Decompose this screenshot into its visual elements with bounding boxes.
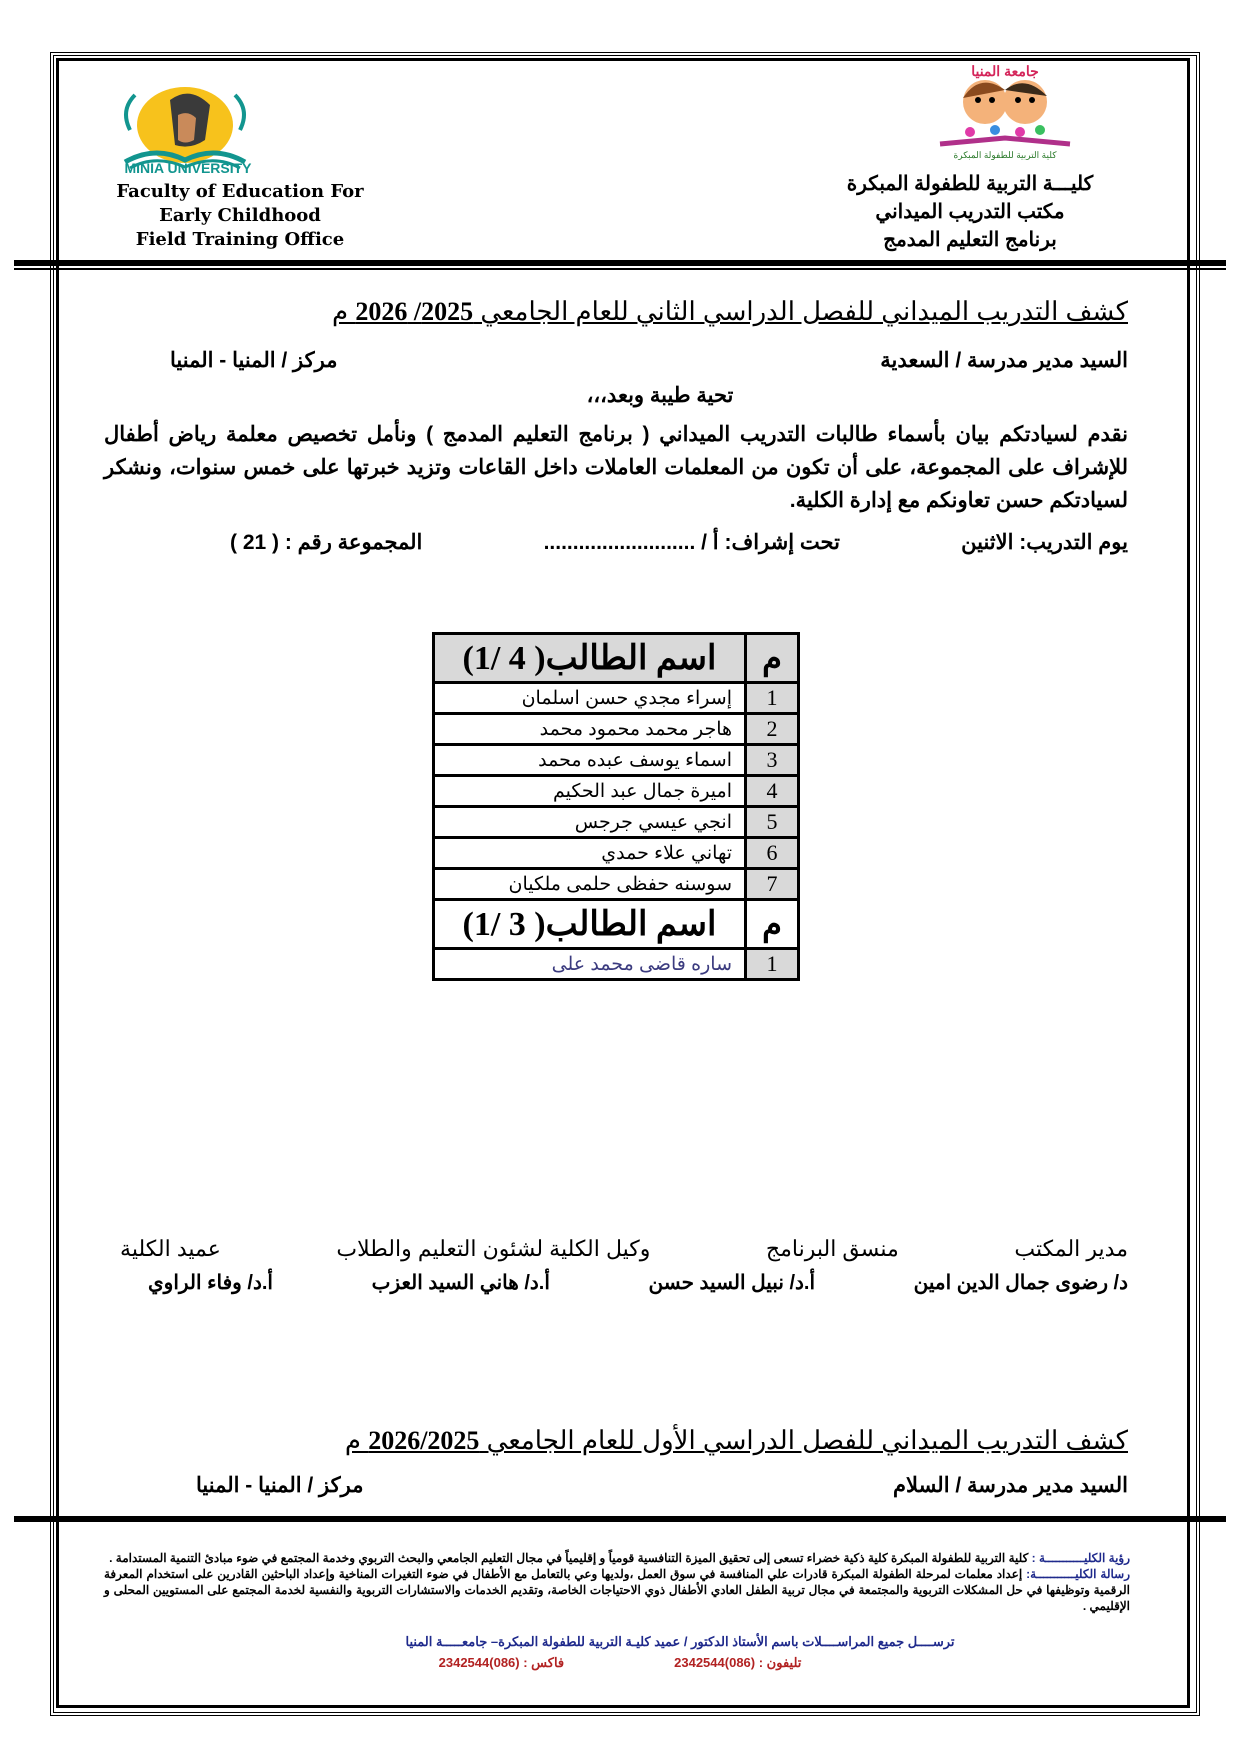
supervisor-field: تحت إشراف: أ / .......................... bbox=[543, 531, 840, 554]
table-row bbox=[434, 949, 799, 980]
program-coordinator-name: أ.د/ نبيل السيد حسن bbox=[648, 1272, 816, 1294]
student-name: ساره قاضى محمد على bbox=[434, 949, 746, 980]
program-coordinator-title: منسق البرنامج bbox=[765, 1236, 899, 1261]
school-name: السيد مدير مدرسة / السلام bbox=[893, 1474, 1128, 1497]
vision-block bbox=[104, 1550, 1130, 1566]
faculty-line: Faculty of Education For bbox=[116, 181, 364, 202]
header-divider-thin bbox=[14, 268, 1226, 270]
contact-line bbox=[0, 1655, 1240, 1671]
phone-number: تليفون : (086)2342544 bbox=[674, 1655, 802, 1670]
student-name: اسماء يوسف عبده محمد bbox=[434, 745, 746, 776]
svg-text:كلية التربية للطفولة المبكرة: كلية التربية للطفولة المبكرة bbox=[953, 150, 1057, 160]
column-header-number: م bbox=[746, 634, 799, 683]
mission-text: إعداد معلمات لمرحلة الطفولة المبكرة قادرات علي المنافسة في سوق العمل ،ولديها وعي بالتعامل مع الأطفال في ضوء التغيرات المناخية وإعداد الباحثين القادرين على استخدام المعرفة الرقمية وتوظيفها في حل المشكلات التربوية والمجتمعة في مجال تربية الطفل العادي الأطفال ذوي الاحتياجات الخاصة، وتقديم الخدمات والاستشارات التربوية والنفسية لخدمة المجتمع على المستويين المحلى و الإقليمي . bbox=[104, 1567, 1130, 1613]
student-name: سوسنه حفظى حلمى ملكيان bbox=[434, 869, 746, 900]
district-name: مركز / المنيا - المنيا bbox=[170, 349, 338, 372]
signature-titles bbox=[120, 1236, 1128, 1262]
row-number: 5 bbox=[746, 807, 799, 838]
academic-year: 2025/ 2026 bbox=[355, 297, 474, 326]
mission-block bbox=[104, 1566, 1130, 1614]
students-table bbox=[432, 632, 800, 981]
table-row bbox=[434, 807, 799, 838]
mission-label: رسالة الكليـــــــــــة: bbox=[1026, 1567, 1130, 1581]
footer-vision-mission bbox=[104, 1550, 1130, 1614]
header-divider bbox=[14, 260, 1226, 266]
student-name: اميرة جمال عبد الحكيم bbox=[434, 776, 746, 807]
table-row bbox=[434, 869, 799, 900]
sheet-title: كشف التدريب الميداني للفصل الدراسي الثاني للعام الجامعي 2025/ 2026 م bbox=[332, 296, 1128, 326]
table-row bbox=[434, 683, 799, 714]
row-number: 1 bbox=[746, 949, 799, 980]
district-name: مركز / المنيا - المنيا bbox=[196, 1474, 364, 1497]
faculty-children-logo bbox=[920, 60, 1090, 160]
table-row bbox=[434, 838, 799, 869]
faculty-name-arabic bbox=[810, 170, 1130, 254]
footer-divider bbox=[14, 1516, 1226, 1522]
office-line: مكتب التدريب الميداني bbox=[875, 201, 1065, 223]
addressee-line bbox=[170, 348, 1128, 373]
row-number: 4 bbox=[746, 776, 799, 807]
table-row bbox=[434, 745, 799, 776]
student-name: إسراء مجدي حسن اسلمان bbox=[434, 683, 746, 714]
office-manager-title: مدير المكتب bbox=[1014, 1236, 1128, 1261]
student-name: هاجر محمد محمود محمد bbox=[434, 714, 746, 745]
addressee-line-second bbox=[196, 1473, 1128, 1498]
row-number: 2 bbox=[746, 714, 799, 745]
request-paragraph: نقدم لسيادتكم بيان بأسماء طالبات التدريب الميداني ( برنامج التعليم المدمج ) ونأمل تخصيص معلمة رياض أطفال للإشراف على المجموعة، على أن تكون من المعلمات العاملات داخل القاعات وتزيد خبرتها على خمس سنوات، ونشكر لسيادتكم حسن تعاونكم مع إدارة الكلية. bbox=[104, 423, 1128, 512]
academic-year: 2026/2025 bbox=[368, 1426, 480, 1455]
office-manager-name: د/ رضوى جمال الدين امين bbox=[913, 1272, 1128, 1294]
column-header-student-name: اسم الطالب( 3 /1) bbox=[434, 900, 746, 949]
fax-number: فاكس : (086)2342544 bbox=[438, 1655, 565, 1670]
table-subheader-row bbox=[434, 900, 799, 949]
signature-names bbox=[148, 1270, 1128, 1295]
dean-name: أ.د/ وفاء الراوي bbox=[148, 1272, 273, 1294]
greeting: تحية طيبة وبعد،،، bbox=[586, 384, 734, 407]
column-header-number: م bbox=[746, 900, 799, 949]
vision-text: كلية التربية للطفولة المبكرة كلية ذكية خضراء تسعى إلى تحقيق الميزة التنافسية قومياً و إقليمياً في مجال التعليم الجامعي والبحث التربوي وخدمة المجتمع في ضوء مبادئ التنمية المستدامة . bbox=[109, 1551, 1029, 1565]
row-number: 6 bbox=[746, 838, 799, 869]
faculty-line: Early Childhood bbox=[159, 205, 321, 226]
vice-dean-title: وكيل الكلية لشئون التعليم والطلاب bbox=[336, 1236, 651, 1261]
correspondence-note: ترســــل جميع المراســــلات باسم الأستاذ الدكتور / عميد كليـة التربية للطفولة المبكرة– جامعـــــة المنيا bbox=[405, 1634, 955, 1649]
group-number: المجموعة رقم : ( 21 ) bbox=[230, 531, 423, 554]
school-name: السيد مدير مدرسة / السعدية bbox=[880, 349, 1128, 372]
logo-caption: MINIA UNIVERSITY bbox=[124, 160, 252, 176]
student-name: انجي عيسي جرجس bbox=[434, 807, 746, 838]
dean-title: عميد الكلية bbox=[120, 1236, 221, 1261]
row-number: 3 bbox=[746, 745, 799, 776]
faculty-name-english bbox=[100, 180, 380, 252]
training-info-line bbox=[230, 530, 1128, 555]
office-line: Field Training Office bbox=[135, 229, 345, 250]
row-number: 1 bbox=[746, 683, 799, 714]
vision-label: رؤية الكليـــــــــــة : bbox=[1031, 1551, 1130, 1565]
row-number: 7 bbox=[746, 869, 799, 900]
table-row bbox=[434, 714, 799, 745]
sheet-title-second: كشف التدريب الميداني للفصل الدراسي الأول للعام الجامعي 2026/2025 م bbox=[344, 1425, 1128, 1455]
svg-text:جامعة المنيا: جامعة المنيا bbox=[971, 63, 1039, 79]
training-day: يوم التدريب: الاثنين bbox=[961, 531, 1128, 554]
student-name: تهاني علاء حمدي bbox=[434, 838, 746, 869]
program-line: برنامج التعليم المدمج bbox=[883, 229, 1057, 251]
column-header-student-name: اسم الطالب( 4 /1) bbox=[434, 634, 746, 683]
table-row bbox=[434, 776, 799, 807]
vice-dean-name: أ.د/ هاني السيد العزب bbox=[371, 1272, 550, 1294]
faculty-line: كليـــة التربية للطفولة المبكرة bbox=[846, 173, 1094, 195]
table-header-row bbox=[434, 634, 799, 683]
